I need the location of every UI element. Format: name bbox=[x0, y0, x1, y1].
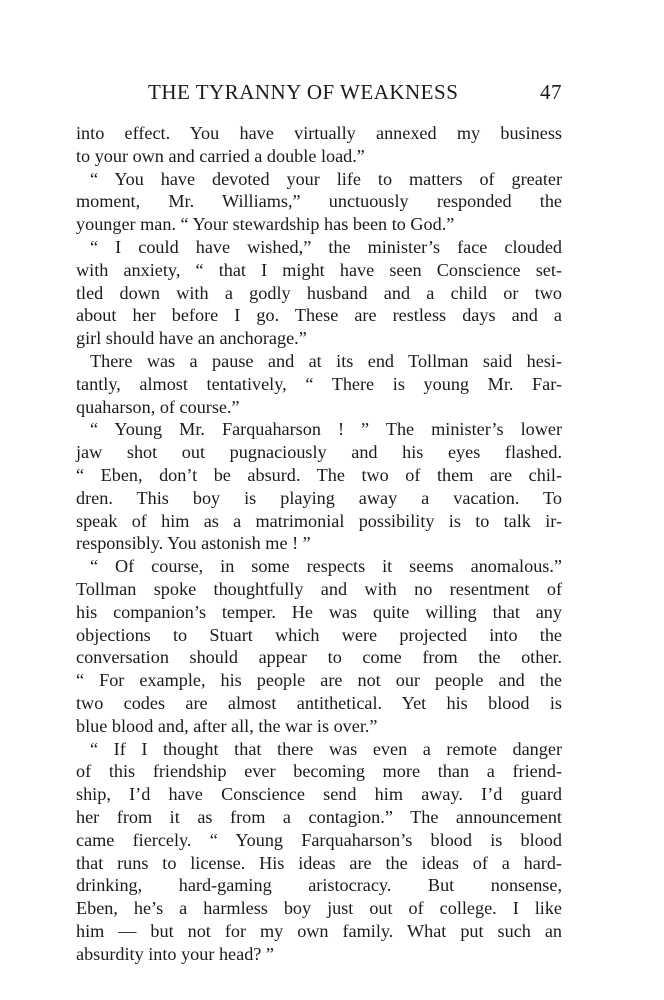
text-line: responsibly. You astonish me ! ” bbox=[76, 533, 311, 554]
text-line: girl should have an anchorage.” bbox=[76, 328, 307, 349]
text-line: came fiercely. “ Young Farquaharson’s blood is blood bbox=[76, 829, 562, 850]
text-line: Tollman spoke thoughtfully and with no resentment of bbox=[76, 578, 562, 599]
text-line: that runs to license. His ideas are the ideas of a hard- bbox=[76, 852, 562, 873]
text-line: speak of him as a matrimonial possibility is to talk ir- bbox=[76, 510, 562, 531]
text-line: ship, I’d have Conscience send him away. I’d guard bbox=[76, 784, 562, 805]
text-line: jaw shot out pugnaciously and his eyes flashed. bbox=[76, 442, 562, 463]
text-line: dren. This boy is playing away a vacation. To bbox=[76, 487, 562, 508]
text-line: tantly, almost tentatively, “ There is young Mr. Far- bbox=[76, 373, 562, 394]
text-line: with anxiety, “ that I might have seen Conscience set- bbox=[76, 259, 562, 280]
text-line: her from it as from a contagion.” The announcement bbox=[76, 806, 562, 827]
text-line: to your own and carried a double load.” bbox=[76, 145, 365, 166]
text-line: of this friendship ever becoming more than a friend- bbox=[76, 761, 562, 782]
text-line: absurdity into your head? ” bbox=[76, 943, 274, 964]
text-line: “ I could have wished,” the minister’s face clouded bbox=[90, 236, 562, 257]
text-line: objections to Stuart which were projected into the bbox=[76, 624, 562, 645]
text-line: moment, Mr. Williams,” unctuously responded the bbox=[76, 191, 562, 212]
text-line: about her before I go. These are restless days and a bbox=[76, 305, 562, 326]
text-line: “ Eben, don’t be absurd. The two of them are chil- bbox=[76, 464, 562, 485]
text-line: younger man. “ Your stewardship has been to God.” bbox=[76, 214, 455, 235]
text-line: his companion’s temper. He was quite willing that any bbox=[76, 601, 562, 622]
running-title: THE TYRANNY OF WEAKNESS bbox=[148, 80, 459, 104]
text-line: There was a pause and at its end Tollman said hesi- bbox=[90, 350, 562, 371]
text-line: “ Young Mr. Farquaharson ! ” The minister’s lower bbox=[90, 419, 562, 440]
text-line: “ Of course, in some respects it seems anomalous.” bbox=[90, 556, 562, 577]
text-line: drinking, hard-gaming aristocracy. But nonsense, bbox=[76, 875, 562, 896]
text-line: conversation should appear to come from the other. bbox=[76, 647, 562, 668]
text-line: “ For example, his people are not our people and the bbox=[76, 670, 562, 691]
body-text bbox=[76, 122, 562, 965]
text-line: tled down with a godly husband and a child or two bbox=[76, 282, 562, 303]
running-header bbox=[76, 80, 562, 110]
page-number: 47 bbox=[540, 80, 562, 104]
text-line: quaharson, of course.” bbox=[76, 396, 240, 417]
text-line: Eben, he’s a harmless boy just out of college. I like bbox=[76, 898, 562, 919]
text-line: blue blood and, after all, the war is over.” bbox=[76, 715, 378, 736]
text-line: him — but not for my own family. What put such an bbox=[76, 920, 562, 941]
text-line: “ If I thought that there was even a remote danger bbox=[90, 738, 562, 759]
text-line: “ You have devoted your life to matters of greater bbox=[90, 168, 562, 189]
text-line: two codes are almost antithetical. Yet his blood is bbox=[76, 692, 562, 713]
text-line: into effect. You have virtually annexed my business bbox=[76, 123, 562, 143]
